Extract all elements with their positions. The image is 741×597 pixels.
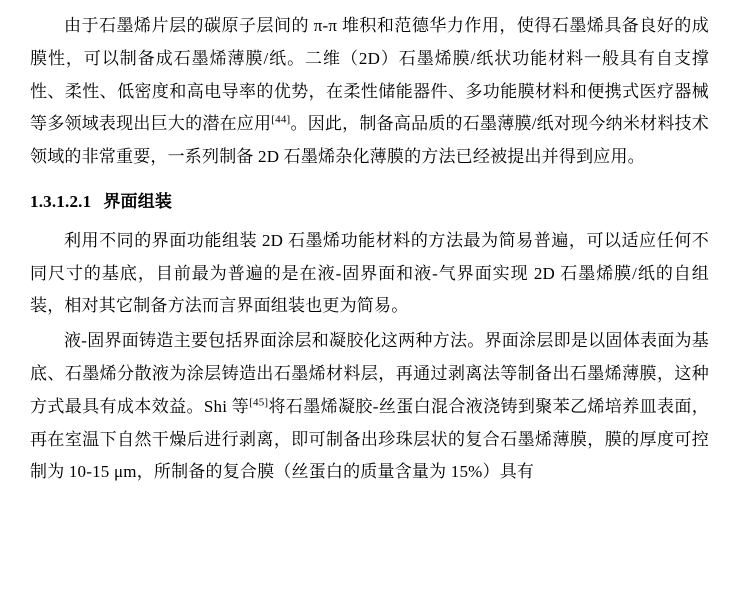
paragraph-1: 由于石墨烯片层的碳原子层间的 π-π 堆积和范德华力作用，使得石墨烯具备良好的成膜性，可以制备成石墨烯薄膜/纸。二维（2D）石墨烯膜/纸状功能材料一般具有自支撑性、柔性、低密度和高电导率的优势，在柔性储能器件、多功能膜材料和便携式医疗器械等多领域表现出巨大的潜在应用[44]。因此，制备高品质的石墨薄膜/纸对现今纳米材料技术领域的非常重要，一系列制备 2D 石墨烯杂化薄膜的方法已经被提出并得到应用。 [30,16,709,167]
heading-number: 1.3.1.2.1 [30,191,92,211]
citation-reference: [45] [249,396,269,409]
paragraph-2: 利用不同的界面功能组装 2D 石墨烯功能材料的方法最为简易普遍，可以适应任何不同尺寸的基底，目前最为普遍的是在液-固界面和液-气界面实现 2D 石墨烯膜/纸的自组装，相对其它制备方法而言界面组装也更为简易。 [30,230,709,316]
citation-reference: [44] [271,113,291,126]
paragraph-3: 液-固界面铸造主要包括界面涂层和凝胶化这两种方法。界面涂层即是以固体表面为基底、石墨烯分散液为涂层铸造出石墨烯材料层，再通过剥离法等制备出石墨烯薄膜，这种方式最具有成本效益。Shi 等[45]将石墨烯凝胶-丝蛋白混合液浇铸到聚苯乙烯培养皿表面，再在室温下自然干燥后进行剥离，即可制备出珍珠层状的复合石墨烯薄膜，膜的厚度可控制为 10-15 μm，所制备的复合膜（丝蛋白的质量含量为 15%）具有 [30,331,709,482]
section-heading [30,186,709,219]
heading-title: 界面组装 [103,191,173,211]
